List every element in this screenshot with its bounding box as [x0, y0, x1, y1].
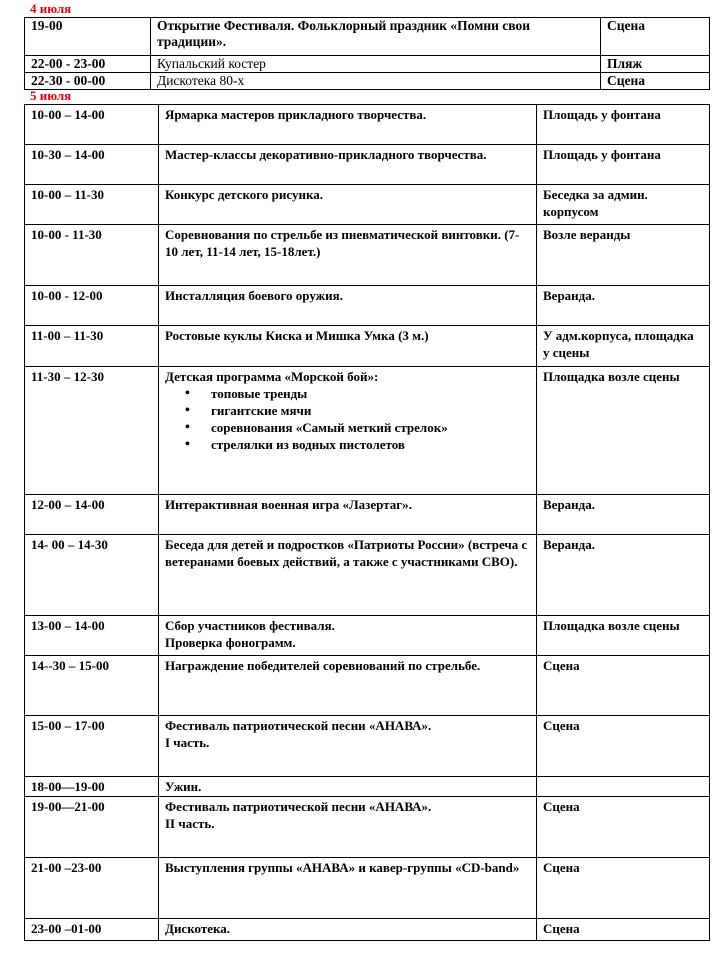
table-row: [25, 616, 710, 656]
time-cell: 19-00—21-00: [25, 797, 159, 858]
place-cell: Сцена: [537, 656, 710, 716]
time-cell: 18-00—19-00: [25, 777, 159, 797]
activity-cell: Мастер-классы декоративно-прикладного творчества.: [159, 145, 537, 185]
table-row: [25, 56, 710, 73]
time-cell: 11-00 – 11-30: [25, 326, 159, 367]
table-row: [25, 656, 710, 716]
place-cell: Сцена: [537, 919, 710, 941]
activity-cell: Фестиваль патриотической песни «АНАВА». I часть.: [159, 716, 537, 777]
place-cell: Площадь у фонтана: [537, 105, 710, 145]
place-cell: Пляж: [601, 56, 710, 73]
list-item: • топовые тренды: [205, 385, 530, 402]
place-cell: Сцена: [537, 716, 710, 777]
time-cell: 12-00 – 14-00: [25, 495, 159, 535]
place-cell: Веранда.: [537, 535, 710, 616]
time-cell: 22-00 - 23-00: [25, 56, 151, 73]
place-cell: Веранда.: [537, 286, 710, 326]
table-row: [25, 225, 710, 286]
day-heading-july-4: 4 июля: [30, 1, 72, 16]
table-row: [25, 797, 710, 858]
list-item: • соревнования «Самый меткий стрелок»: [205, 419, 530, 436]
table-row: [25, 919, 710, 941]
activity-cell: Дискотека.: [159, 919, 537, 941]
place-cell: Сцена: [537, 797, 710, 858]
time-cell: 10-30 – 14-00: [25, 145, 159, 185]
table-row: [25, 777, 710, 797]
time-cell: 14--30 – 15-00: [25, 656, 159, 716]
activity-cell: Беседа для детей и подростков «Патриоты России» (встреча с ветеранами боевых действий, а также с участниками СВО).: [159, 535, 537, 616]
time-cell: 14- 00 – 14-30: [25, 535, 159, 616]
place-cell: Площадка возле сцены: [537, 616, 710, 656]
table-row: [25, 495, 710, 535]
table-row: [25, 716, 710, 777]
table-row: [25, 286, 710, 326]
time-cell: 15-00 – 17-00: [25, 716, 159, 777]
activity-cell: Инсталляция боевого оружия.: [159, 286, 537, 326]
activity-cell: Ужин.: [159, 777, 537, 797]
activity-cell: Выступления группы «АНАВА» и кавер-группы «CD-band»: [159, 858, 537, 919]
table-row: [25, 105, 710, 145]
activity-cell: Купальский костер: [151, 56, 601, 73]
time-cell: 23-00 –01-00: [25, 919, 159, 941]
time-cell: 10-00 – 14-00: [25, 105, 159, 145]
time-cell: 22-30 - 00-00: [25, 73, 151, 90]
list-item: • стрелялки из водных пистолетов: [205, 436, 530, 453]
program-bullet-list: [165, 385, 530, 453]
place-cell: Сцена: [601, 73, 710, 90]
time-cell: 10-00 – 11-30: [25, 185, 159, 225]
time-cell: 13-00 – 14-00: [25, 616, 159, 656]
place-cell: У адм.корпуса, площадка у сцены: [537, 326, 710, 367]
activity-cell: Соревнования по стрельбе из пневматической винтовки. (7-10 лет, 11-14 лет, 15-18лет.): [159, 225, 537, 286]
table-row: [25, 858, 710, 919]
table-row: [25, 535, 710, 616]
place-cell: Сцена: [601, 18, 710, 56]
schedule-table-july-4: [24, 17, 710, 90]
activity-cell: [159, 367, 537, 495]
time-cell: 19-00: [25, 18, 151, 56]
table-row: [25, 18, 710, 56]
table-row: [25, 73, 710, 90]
time-cell: 21-00 –23-00: [25, 858, 159, 919]
place-cell: Возле веранды: [537, 225, 710, 286]
list-item: • гигантские мячи: [205, 402, 530, 419]
table-row: [25, 326, 710, 367]
program-title: Детская программа «Морской бой»:: [165, 369, 379, 384]
time-cell: 10-00 - 11-30: [25, 225, 159, 286]
table-row: [25, 145, 710, 185]
activity-cell: Награждение победителей соревнований по стрельбе.: [159, 656, 537, 716]
place-cell: Веранда.: [537, 495, 710, 535]
place-cell: Сцена: [537, 858, 710, 919]
place-cell: Площадка возле сцены: [537, 367, 710, 495]
time-cell: 11-30 – 12-30: [25, 367, 159, 495]
schedule-table-july-5: [24, 104, 710, 941]
activity-cell: Ярмарка мастеров прикладного творчества.: [159, 105, 537, 145]
activity-cell: Открытие Фестиваля. Фольклорный праздник «Помни свои традиции».: [151, 18, 601, 56]
activity-cell: Дискотека 80-х: [151, 73, 601, 90]
activity-cell: Сбор участников фестиваля. Проверка фонограмм.: [159, 616, 537, 656]
activity-cell: Ростовые куклы Киска и Мишка Умка (3 м.): [159, 326, 537, 367]
table-row: [25, 367, 710, 495]
activity-cell: Фестиваль патриотической песни «АНАВА». II часть.: [159, 797, 537, 858]
table-row: [25, 185, 710, 225]
place-cell: Площадь у фонтана: [537, 145, 710, 185]
activity-cell: Конкурс детского рисунка.: [159, 185, 537, 225]
place-cell: Беседка за админ. корпусом: [537, 185, 710, 225]
time-cell: 10-00 - 12-00: [25, 286, 159, 326]
place-cell: [537, 777, 710, 797]
day-heading-july-5: 5 июля: [30, 88, 72, 103]
activity-cell: Интерактивная военная игра «Лазертаг».: [159, 495, 537, 535]
